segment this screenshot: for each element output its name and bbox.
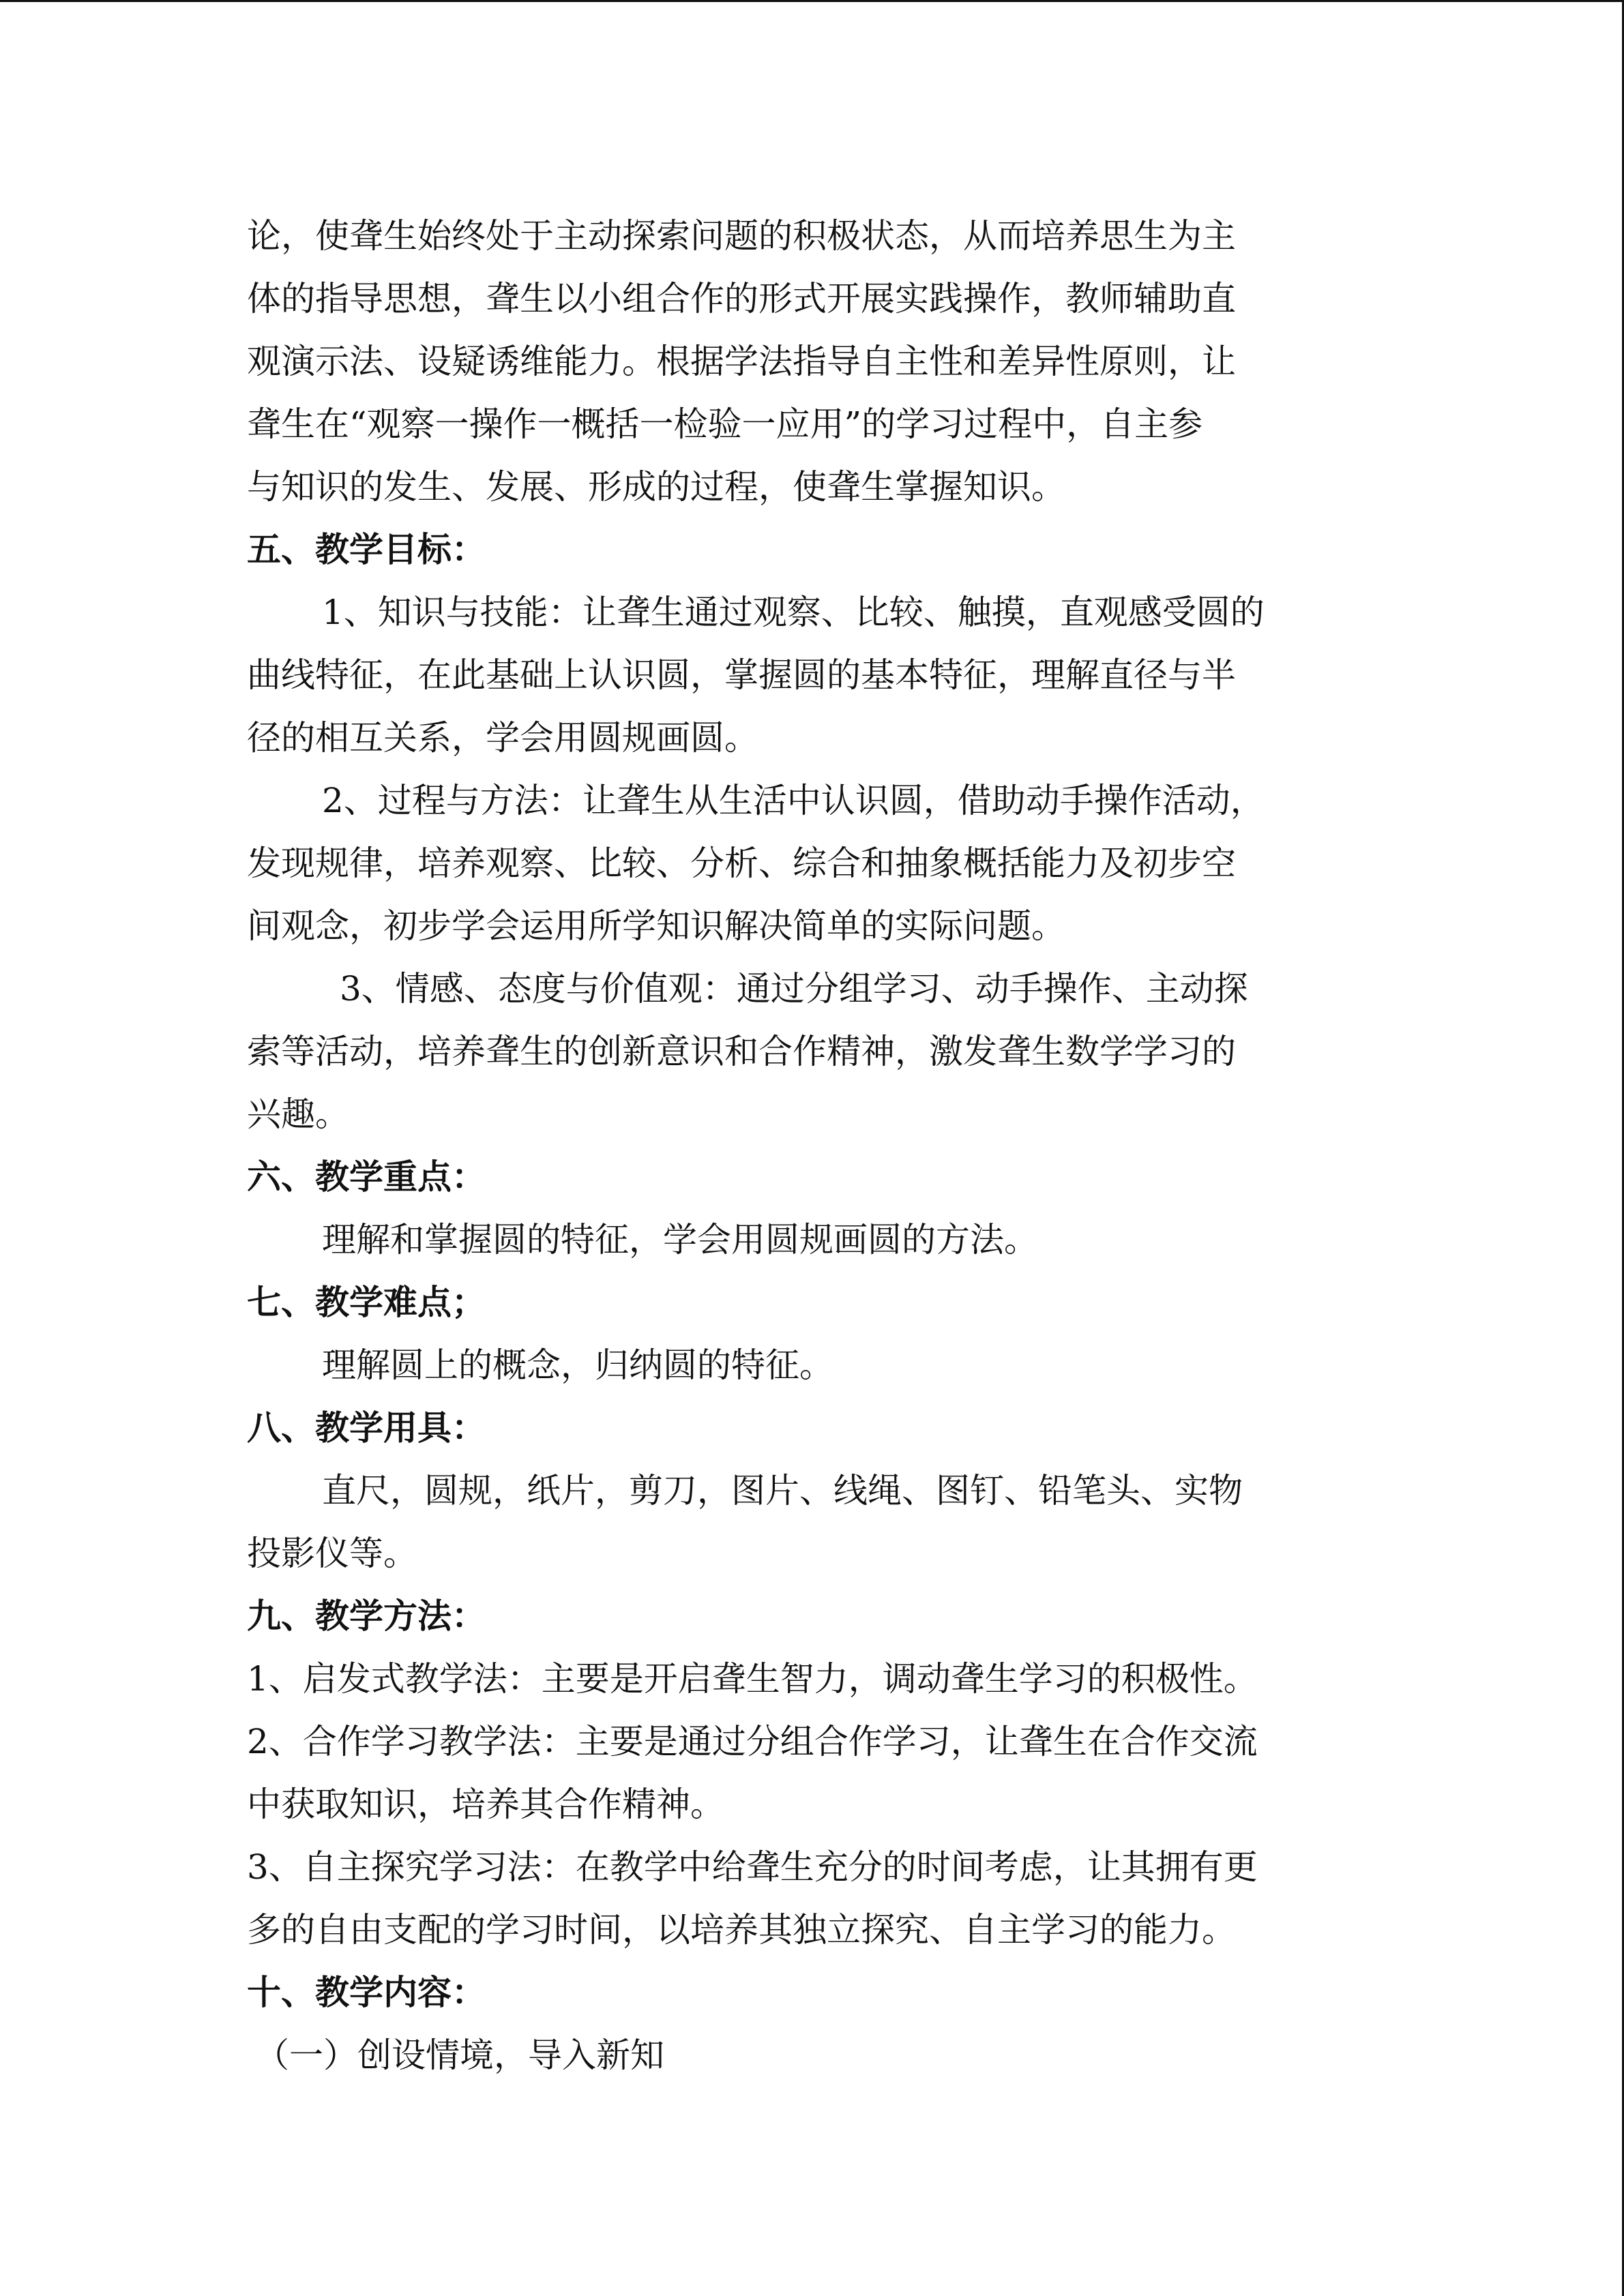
paragraph-line: 多的自由支配的学习时间，以培养其独立探究、自主学习的能力。 <box>247 1910 1236 1950</box>
paragraph-line: 曲线特征，在此基础上认识圆，掌握圆的基本特征，理解直径与半 <box>247 655 1236 695</box>
section-heading-content: 十、教学内容： <box>247 1973 486 2012</box>
paragraph-line: 观演示法、设疑诱维能力。根据学法指导自主性和差异性原则，让 <box>247 342 1236 381</box>
paragraph-line: 2、过程与方法：让聋生从生活中认识圆，借助动手操作活动， <box>322 781 1265 820</box>
page-top-border <box>0 0 1624 2</box>
paragraph-line: 径的相互关系，学会用圆规画圆。 <box>247 718 758 758</box>
paragraph-line: 论，使聋生始终处于主动探索问题的积极状态，从而培养思生为主 <box>247 216 1236 256</box>
paragraph-line: 2、合作学习教学法：主要是通过分组合作学习，让聋生在合作交流 <box>247 1722 1258 1761</box>
paragraph-line: 与知识的发生、发展、形成的过程，使聋生掌握知识。 <box>247 467 1065 507</box>
paragraph-line: 投影仪等。 <box>247 1534 417 1573</box>
paragraph-line: 3、自主探究学习法：在教学中给聋生充分的时间考虑，让其拥有更 <box>247 1847 1258 1887</box>
section-heading-tools: 八、教学用具： <box>247 1408 486 1448</box>
paragraph-line: 中获取知识，培养其合作精神。 <box>247 1785 724 1824</box>
section-heading-objectives: 五、教学目标： <box>247 530 486 569</box>
section-heading-key-points: 六、教学重点： <box>247 1157 486 1197</box>
paragraph-line: 理解和掌握圆的特征，学会用圆规画圆的方法。 <box>322 1220 1038 1259</box>
paragraph-line: 发现规律，培养观察、比较、分析、综合和抽象概括能力及初步空 <box>247 844 1236 883</box>
section-heading-difficulties: 七、教学难点； <box>247 1283 486 1322</box>
paragraph-line: 索等活动，培养聋生的创新意识和合作精神，激发聋生数学学习的 <box>247 1032 1236 1071</box>
paragraph-line: 体的指导思想，聋生以小组合作的形式开展实践操作，教师辅助直 <box>247 279 1236 318</box>
paragraph-line: 理解圆上的概念，归纳圆的特征。 <box>322 1345 833 1385</box>
paragraph-line: 1、启发式教学法：主要是开启聋生智力，调动聋生学习的积极性。 <box>247 1659 1258 1699</box>
paragraph-line: 3、情感、态度与价值观：通过分组学习、动手操作、主动探 <box>340 969 1248 1009</box>
section-heading-methods: 九、教学方法： <box>247 1596 486 1636</box>
paragraph-line: 间观念，初步学会运用所学知识解决简单的实际问题。 <box>247 906 1065 946</box>
paragraph-line: 直尺，圆规，纸片，剪刀，图片、线绳、图钉、铅笔头、实物 <box>322 1471 1243 1510</box>
paragraph-line: （一）创设情境，导入新知 <box>255 2036 664 2075</box>
paragraph-line: 1、知识与技能：让聋生通过观察、比较、触摸，直观感受圆的 <box>322 593 1265 632</box>
paragraph-line: 兴趣。 <box>247 1094 349 1134</box>
document-body <box>247 205 1379 2087</box>
paragraph-line: 聋生在“观察一操作一概括一检验一应用”的学习过程中，自主参 <box>247 404 1203 444</box>
